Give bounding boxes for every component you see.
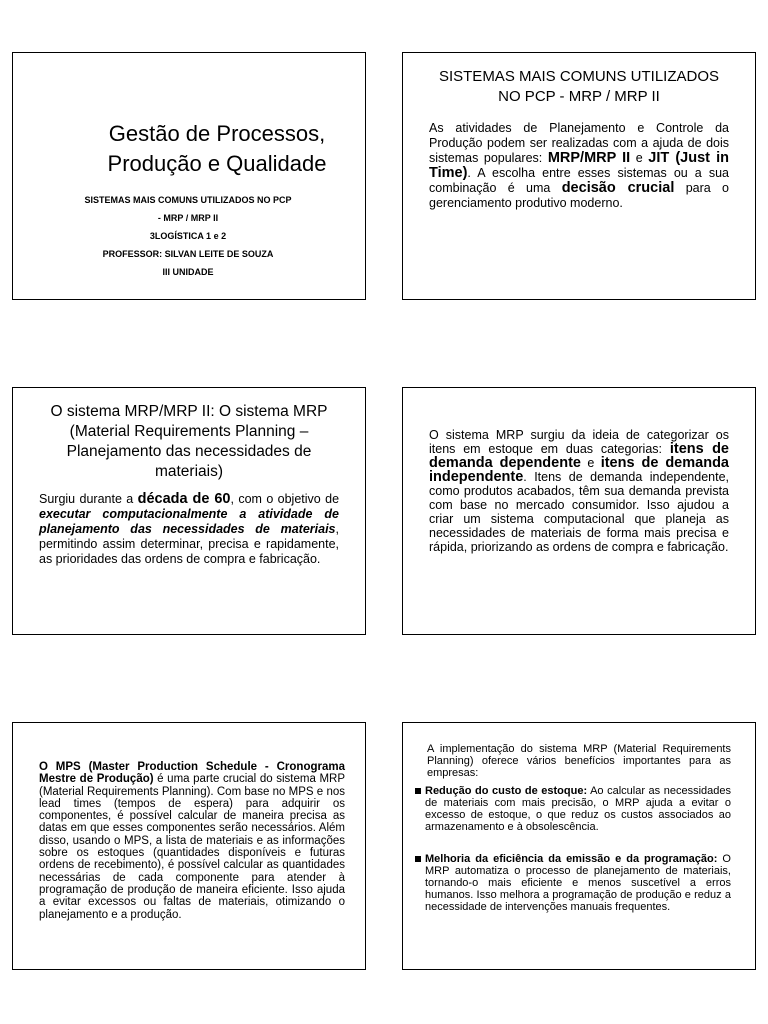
body-text: O sistema MRP surgiu da ideia de categorizar os itens em estoque em duas categorias: xyxy=(429,428,729,456)
body-bold: MRP/MRP II xyxy=(547,150,631,166)
slide-5-body xyxy=(39,761,345,921)
body-text: . Itens de demanda independente, como produtos acabados, têm sua demanda prevista com base no mercado consumidor. Isso ajudou a criar um sistema computacional que planeja as necessidades de materiais de forma mais precisa e rápida, priorizando as ordens de compra e fabricação. xyxy=(429,470,729,554)
slide-1 xyxy=(12,52,366,300)
body-text: , permitindo assim determinar, precisa e rapidamente, as prioridades das ordens de compra e fabricação. xyxy=(39,522,339,566)
bullet-item-2 xyxy=(415,853,731,913)
slide-2-body xyxy=(429,121,729,211)
slide-1-subtitle xyxy=(53,191,323,281)
body-bold: itens de demanda independente xyxy=(429,455,729,485)
subtitle-line-2: - MRP / MRP II xyxy=(157,213,219,223)
bullet-square-icon xyxy=(415,788,421,794)
title-line-2: Produção e Qualidade xyxy=(107,151,327,176)
slide-4-body xyxy=(429,428,729,554)
body-text: e xyxy=(630,151,649,165)
bullet-text: O MRP automatiza o processo de planejamento de materiais, tornando-o mais eficiente e menos suscetível a erros humanos. Isso melhora a programação de produção e reduz a necessidade de intervenções manuais frequentes. xyxy=(425,853,731,913)
bullet-bold: Melhoria da eficiência da emissão e da programação: xyxy=(425,853,718,865)
body-text: e xyxy=(580,456,601,470)
body-bold: O MPS (Master Production Schedule - Cronograma Mestre de Produção) xyxy=(39,761,345,786)
title-line-1: SISTEMAS MAIS COMUNS UTILIZADOS xyxy=(438,68,720,85)
slide-2-title xyxy=(411,67,747,107)
slide-1-title xyxy=(77,119,357,179)
subtitle-line-1: SISTEMAS MAIS COMUNS UTILIZADOS NO PCP xyxy=(84,195,292,205)
slide-4 xyxy=(402,387,756,635)
body-text: . A escolha entre esses sistemas ou a sua combinação é uma xyxy=(429,166,729,195)
title-line-2: NO PCP - MRP / MRP II xyxy=(498,88,660,105)
body-bold: decisão crucial xyxy=(561,180,675,196)
body-text: Surgiu durante a xyxy=(39,492,138,506)
bullet-square-icon xyxy=(415,856,421,862)
slide-6-intro: A implementação do sistema MRP (Material Requirements Planning) oferece vários benefícios importantes para as empresas: xyxy=(427,743,731,779)
bullet-item-1 xyxy=(415,785,731,833)
body-text: para o gerenciamento produtivo moderno. xyxy=(429,181,730,210)
subtitle-line-5: III UNIDADE xyxy=(162,267,214,277)
body-text: As atividades de Planejamento e Controle da Produção podem ser realizadas com a ajuda de dois sistemas populares: xyxy=(429,121,729,165)
body-bold: década de 60 xyxy=(137,491,231,507)
body-bold: JIT (Just in Time) xyxy=(429,150,729,181)
body-text: é uma parte crucial do sistema MRP (Material Requirements Planning). Com base no MPS e nos lead times (tempos de espera) para adquirir os componentes, é possível calcular de maneira precisa as datas em que esses componentes serão necessários. Além disso, usando o MPS, a lista de materiais e as informações sobre os estoques (quantidades disponíveis e futuras ordens de recebimento), é possível calcular as quantidades necessárias de cada componente para atender à programação de produção de maneira eficiente. Isso ajuda a evitar excessos ou faltas de materiais, otimizando o planejamento e a produção. xyxy=(39,773,346,921)
subtitle-line-4: PROFESSOR: SILVAN LEITE DE SOUZA xyxy=(102,249,274,259)
bullet-bold: Redução do custo de estoque: xyxy=(425,785,588,797)
body-text: , com o objetivo de xyxy=(230,492,340,506)
slide-5 xyxy=(12,722,366,970)
body-bold-italic: executar computacionalmente a atividade de planejamento das necessidades de materiais xyxy=(39,507,339,536)
slide-6 xyxy=(402,722,756,970)
slide-3 xyxy=(12,387,366,635)
bullet-text: Ao calcular as necessidades de materiais com mais precisão, o MRP ajuda a evitar o excesso de estoque, o que reduz os custos associados ao armazenamento e à obsolescência. xyxy=(425,785,731,833)
body-bold: itens de demanda dependente xyxy=(429,441,729,471)
subtitle-line-3: 3LOGÍSTICA 1 e 2 xyxy=(149,231,227,241)
title-line-1: Gestão de Processos, xyxy=(108,121,326,146)
slide-2 xyxy=(402,52,756,300)
slide-3-body xyxy=(39,492,339,567)
slide-3-title: O sistema MRP/MRP II: O sistema MRP (Material Requirements Planning – Planejamento das necessidades de materiais) xyxy=(50,403,328,480)
